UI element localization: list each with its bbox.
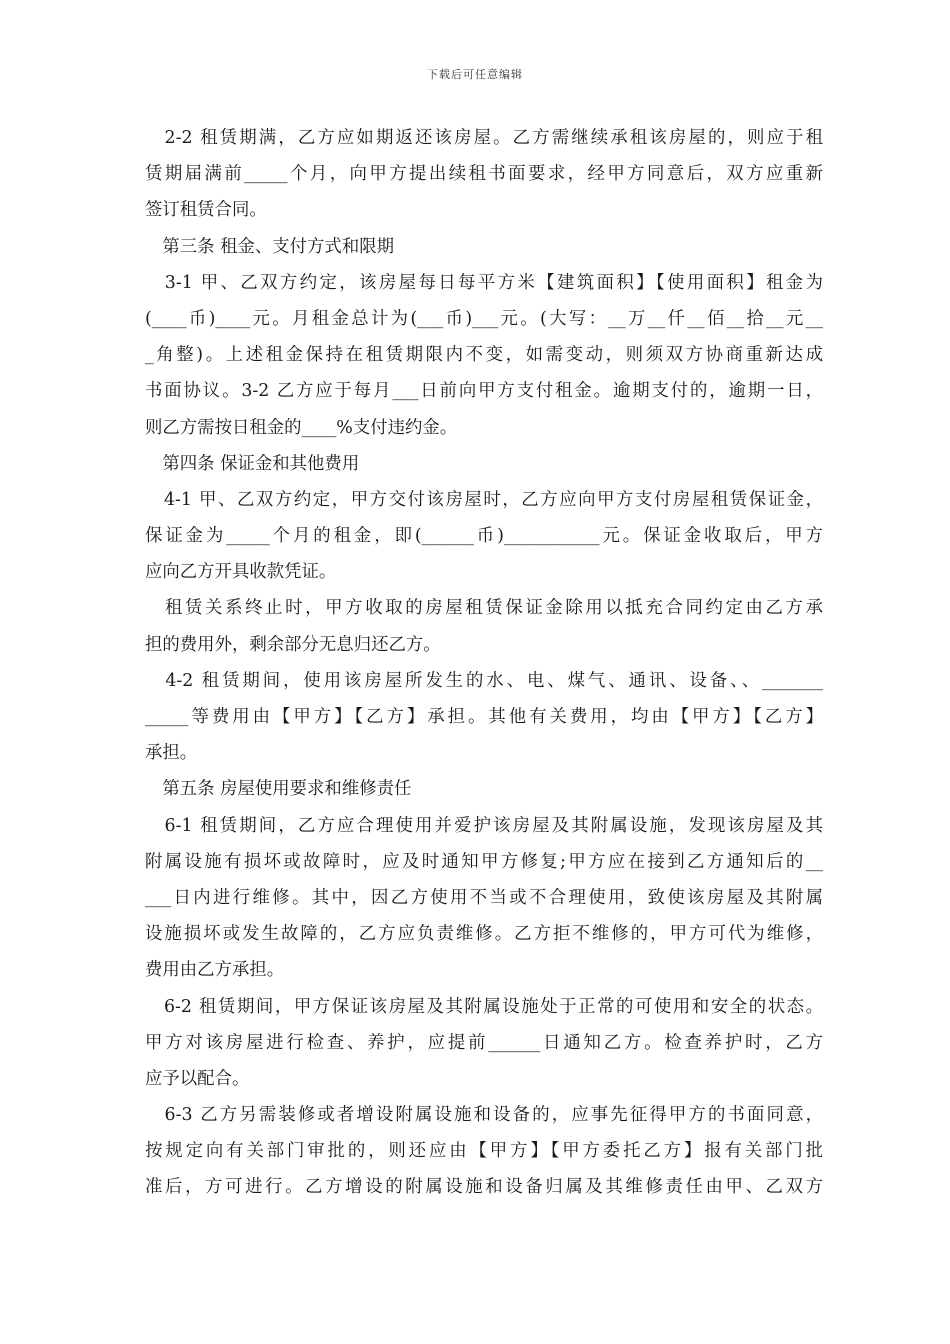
document-line: 保证金为_____个月的租金，即(______币)___________元。保证金收取后，甲方 xyxy=(145,526,823,547)
document-line: 第五条 房屋使用要求和维修责任 xyxy=(145,779,412,800)
document-line: 设施损坏或发生故障的，乙方应负责维修。乙方拒不维修的，甲方可代为维修， xyxy=(145,924,823,945)
document-line: 承担。 xyxy=(145,743,198,764)
document-line: _____等费用由【甲方】【乙方】承担。其他有关费用，均由【甲方】【乙方】 xyxy=(145,707,823,727)
document-line: 准后，方可进行。乙方增设的附属设施和设备归属及其维修责任由甲、乙双方 xyxy=(145,1177,823,1198)
document-line: 按规定向有关部门审批的，则还应由【甲方】【甲方委托乙方】报有关部门批 xyxy=(145,1141,823,1162)
document-line: 担的费用外，剩余部分无息归还乙方。 xyxy=(145,634,441,655)
document-body xyxy=(145,120,823,1206)
document-line: 赁期届满前_____个月，向甲方提出续租书面要求，经甲方同意后，双方应重新 xyxy=(145,164,823,185)
document-line: 6-3 乙方另需装修或者增设附属设施和设备的，应事先征得甲方的书面同意， xyxy=(145,1105,823,1126)
document-line: 甲方对该房屋进行检查、养护，应提前______日通知乙方。检查养护时，乙方 xyxy=(145,1032,823,1053)
page-header: 下载后可任意编辑 xyxy=(427,68,523,81)
document-line: 第四条 保证金和其他费用 xyxy=(145,453,360,474)
document-line: 3-1 甲、乙双方约定，该房屋每日每平方米【建筑面积】【使用面积】租金为 xyxy=(145,272,823,293)
document-line: 第三条 租金、支付方式和限期 xyxy=(145,236,394,257)
document-line: 签订租赁合同。 xyxy=(145,200,267,221)
document-line: 应予以配合。 xyxy=(145,1068,250,1089)
document-line: (____币)____元。月租金总计为(___币)___元。(大写：__万__仟__佰__拾__元__ xyxy=(145,308,823,329)
document-line: 附属设施有损坏或故障时，应及时通知甲方修复;甲方应在接到乙方通知后的__ xyxy=(145,851,823,872)
document-line: 6-2 租赁期间，甲方保证该房屋及其附属设施处于正常的可使用和安全的状态。 xyxy=(145,996,823,1017)
document-line: _角整)。上述租金保持在租赁期限内不变，如需变动，则须双方协商重新达成 xyxy=(145,345,823,366)
document-line: 则乙方需按日租金的____%支付违约金。 xyxy=(145,417,458,438)
document-line: 4-1 甲、乙双方约定，甲方交付该房屋时，乙方应向甲方支付房屋租赁保证金， xyxy=(145,489,823,510)
document-line: 费用由乙方承担。 xyxy=(145,960,285,981)
document-line: 书面协议。3-2 乙方应于每月___日前向甲方支付租金。逾期支付的，逾期一日， xyxy=(145,381,823,402)
document-line: ___日内进行维修。其中，因乙方使用不当或不合理使用，致使该房屋及其附属 xyxy=(145,887,823,908)
document-line: 6-1 租赁期间，乙方应合理使用并爱护该房屋及其附属设施，发现该房屋及其 xyxy=(145,815,823,836)
document-line: 2-2 租赁期满，乙方应如期返还该房屋。乙方需继续承租该房屋的，则应于租 xyxy=(145,128,823,148)
document-line: 租赁关系终止时，甲方收取的房屋租赁保证金除用以抵充合同约定由乙方承 xyxy=(145,598,823,619)
document-line: 应向乙方开具收款凭证。 xyxy=(145,562,337,583)
document-line: 4-2 租赁期间，使用该房屋所发生的水、电、煤气、通讯、设备、、_______ xyxy=(145,670,823,691)
